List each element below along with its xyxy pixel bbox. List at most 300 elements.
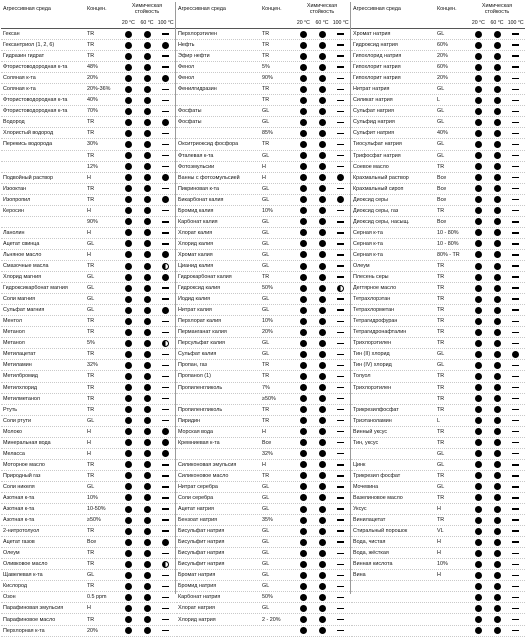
resistance-cell: [119, 84, 138, 94]
resistant-dot: [300, 86, 307, 93]
resistance-cell: [506, 537, 525, 547]
resistance-cell: [294, 592, 313, 602]
resistant-dot: [144, 174, 151, 181]
table-row: [351, 626, 525, 637]
resistant-dot: [494, 185, 501, 192]
resistance-marks: [119, 239, 175, 249]
resistance-cell: [156, 162, 175, 172]
resistant-dot: [494, 417, 501, 424]
resistance-cell: [331, 40, 350, 50]
resistant-dot: [125, 583, 132, 590]
resistance-cell: [331, 405, 350, 415]
resistance-marks: [119, 603, 175, 613]
medium-name: Эфир нефти: [178, 53, 210, 60]
resistant-dot: [475, 108, 482, 115]
table-row: [176, 438, 350, 449]
resistant-dot: [125, 42, 132, 49]
not-resistant-dash: [162, 133, 169, 134]
resistance-cell: [488, 106, 507, 116]
medium-name: Хромат натрия: [353, 31, 391, 38]
resistance-cell: [138, 151, 157, 161]
concentration: 10 - 80%: [437, 229, 459, 236]
resistance-cell: [313, 294, 332, 304]
resistant-dot: [144, 461, 151, 468]
resistance-cell: [119, 371, 138, 381]
concentration: TR: [87, 263, 95, 269]
resistant-dot: [494, 196, 501, 203]
resistance-cell: [313, 615, 332, 625]
concentration: GL: [262, 494, 270, 501]
not-resistant-dash: [337, 586, 344, 587]
resistant-dot: [162, 307, 169, 314]
resistance-marks: [294, 460, 350, 470]
not-resistant-dash: [512, 475, 519, 476]
not-resistant-dash: [337, 420, 344, 421]
resistant-dot: [144, 572, 151, 579]
resistance-cell: [119, 416, 138, 426]
resistance-cell: [156, 173, 175, 183]
resistant-dot: [300, 296, 307, 303]
resistant-dot: [494, 605, 501, 612]
medium-name: Вина: [353, 572, 366, 579]
medium-name: Ланолин: [3, 229, 25, 236]
resistant-dot: [475, 263, 482, 270]
resistance-cell: [156, 106, 175, 116]
concentration: 10%: [437, 561, 448, 568]
resistance-cell: [488, 128, 507, 138]
resistant-dot: [144, 196, 151, 203]
concentration: TR: [87, 561, 95, 568]
resistance-marks: [469, 162, 525, 172]
concentration: TR: [87, 384, 95, 391]
resistant-dot: [300, 627, 307, 634]
concentration: TR: [87, 130, 95, 137]
table-row: [351, 338, 525, 349]
resistance-cell: [313, 40, 332, 50]
concentration: 40%: [437, 130, 448, 137]
resistant-dot: [319, 274, 326, 281]
medium-name: Изооктан: [3, 185, 27, 192]
not-resistant-dash: [162, 619, 169, 620]
resistance-marks: [294, 184, 350, 194]
resistance-cell: [331, 195, 350, 205]
resistance-marks: [469, 51, 525, 61]
medium-name: Трикрезилфосфат: [353, 406, 399, 413]
resistant-dot: [300, 307, 307, 314]
resistance-marks: [294, 62, 350, 72]
column-divider: [175, 2, 176, 594]
resistance-marks: [119, 316, 175, 326]
resistant-dot: [475, 472, 482, 479]
medium-name: Силиконовая эмульсия: [178, 461, 237, 468]
resistance-marks: [294, 316, 350, 326]
medium-name: Метанол: [3, 329, 25, 336]
resistance-marks: [469, 62, 525, 72]
resistance-cell: [313, 493, 332, 503]
resistance-marks: [119, 405, 175, 415]
resistance-cell: [294, 283, 313, 293]
resistant-dot: [319, 506, 326, 513]
resistance-cell: [506, 73, 525, 83]
resistance-marks: [294, 117, 350, 127]
resistance-cell: [488, 73, 507, 83]
concentration: TR: [87, 31, 95, 38]
concentration: GL: [262, 483, 270, 490]
medium-name: Минеральная вода: [3, 439, 51, 446]
resistance-cell: [313, 51, 332, 61]
resistance-cell: [331, 316, 350, 326]
resistance-cell: [331, 29, 350, 39]
resistance-marks: [469, 592, 525, 602]
resistance-cell: [506, 29, 525, 39]
concentration: 80% - TR: [437, 251, 460, 258]
concentration: ≥50%: [262, 395, 276, 402]
table-row: [351, 548, 525, 559]
resistance-cell: [506, 173, 525, 183]
resistant-dot: [475, 251, 482, 258]
resistance-cell: [488, 272, 507, 282]
resistance-cell: [138, 592, 157, 602]
resistance-cell: [313, 482, 332, 492]
resistance-cell: [294, 416, 313, 426]
resistant-dot: [300, 318, 307, 325]
resistant-dot: [494, 550, 501, 557]
table-row: [176, 294, 350, 305]
resistant-dot: [494, 141, 501, 148]
concentration: GL: [262, 296, 270, 303]
resistance-marks: [469, 504, 525, 514]
resistance-cell: [331, 51, 350, 61]
resistant-dot: [494, 439, 501, 446]
medium-name: Диоксид серы, насыщ.: [353, 218, 410, 225]
resistance-cell: [488, 195, 507, 205]
resistance-cell: [469, 239, 488, 249]
not-resistant-dash: [162, 354, 169, 355]
medium-name: Сульфид натрия: [353, 119, 395, 126]
table-row: [351, 184, 525, 195]
not-resistant-dash: [512, 89, 519, 90]
resistance-cell: [313, 371, 332, 381]
not-resistant-dash: [162, 365, 169, 366]
resistance-cell: [488, 394, 507, 404]
not-resistant-dash: [337, 453, 344, 454]
resistant-dot: [300, 528, 307, 535]
medium-name: Озон: [3, 594, 16, 601]
resistance-cell: [488, 261, 507, 271]
concentration: TR: [262, 141, 270, 148]
resistance-cell: [488, 515, 507, 525]
medium-name: Бензоат натрия: [178, 517, 218, 524]
table-row: [1, 383, 175, 394]
resistant-dot: [319, 450, 326, 457]
medium-name: Уксус: [353, 506, 367, 513]
concentration: H: [87, 229, 91, 236]
resistant-dot: [475, 130, 482, 137]
resistance-cell: [294, 526, 313, 536]
resistant-dot: [125, 229, 132, 236]
resistance-marks: [119, 128, 175, 138]
resistant-dot: [144, 605, 151, 612]
not-resistant-dash: [337, 442, 344, 443]
not-resistant-dash: [512, 332, 519, 333]
resistance-marks: [294, 294, 350, 304]
resistant-dot: [494, 75, 501, 82]
concentration: GL: [87, 483, 95, 490]
resistant-dot: [319, 141, 326, 148]
concentration: TR: [437, 163, 445, 170]
resistant-dot: [162, 251, 169, 258]
resistant-dot: [494, 572, 501, 579]
resistance-cell: [313, 283, 332, 293]
resistance-cell: [138, 173, 157, 183]
table-row: [176, 51, 350, 62]
resistance-cell: [313, 73, 332, 83]
resistant-dot: [319, 130, 326, 137]
resistance-cell: [331, 162, 350, 172]
concentration: GL: [262, 539, 270, 546]
resistance-cell: [469, 615, 488, 625]
resistant-dot: [319, 483, 326, 490]
resistance-cell: [331, 526, 350, 536]
resistance-cell: [331, 338, 350, 348]
table-row: [351, 128, 525, 139]
resistant-dot: [300, 274, 307, 281]
resistance-cell: [506, 526, 525, 536]
not-resistant-dash: [337, 254, 344, 255]
resistance-cell: [294, 493, 313, 503]
resistance-cell: [469, 327, 488, 337]
resistance-marks: [469, 559, 525, 569]
resistance-cell: [469, 283, 488, 293]
resistance-marks: [294, 615, 350, 625]
resistance-cell: [156, 394, 175, 404]
resistant-dot: [494, 130, 501, 137]
resistant-dot: [125, 539, 132, 546]
resistant-dot: [300, 572, 307, 579]
resistance-cell: [469, 349, 488, 359]
resistant-dot: [319, 528, 326, 535]
resistant-dot: [475, 417, 482, 424]
concentration: GL: [262, 152, 270, 159]
resistance-cell: [506, 250, 525, 260]
table-row: [1, 394, 175, 405]
resistance-marks: [119, 471, 175, 481]
table-row: [1, 338, 175, 349]
not-resistant-dash: [337, 44, 344, 45]
resistant-dot: [319, 163, 326, 170]
not-resistant-dash: [162, 66, 169, 67]
resistant-dot: [475, 550, 482, 557]
resistance-marks: [119, 349, 175, 359]
not-resistant-dash: [162, 298, 169, 299]
resistance-marks: [294, 206, 350, 216]
resistant-dot: [319, 395, 326, 402]
resistance-cell: [119, 526, 138, 536]
resistance-cell: [331, 327, 350, 337]
resistance-cell: [294, 559, 313, 569]
resistance-cell: [488, 51, 507, 61]
medium-name: Серная к-та: [353, 251, 383, 258]
table-row: [1, 327, 175, 338]
table-row: [176, 139, 350, 150]
not-resistant-dash: [337, 166, 344, 167]
resistance-cell: [119, 272, 138, 282]
resistant-dot: [144, 472, 151, 479]
not-resistant-dash: [512, 55, 519, 56]
medium-name: Соли ртути: [3, 417, 32, 424]
resistance-cell: [119, 305, 138, 315]
table-row: [176, 173, 350, 184]
table-row: [351, 51, 525, 62]
resistant-dot: [475, 627, 482, 634]
resistance-cell: [313, 195, 332, 205]
resistance-marks: [469, 206, 525, 216]
concentration: H: [87, 450, 91, 457]
resistant-dot: [125, 506, 132, 513]
resistant-dot: [475, 362, 482, 369]
resistance-marks: [469, 416, 525, 426]
resistance-cell: [313, 460, 332, 470]
resistance-marks: [294, 438, 350, 448]
medium-name: Оливковое масло: [3, 561, 48, 568]
medium-name: Бисульфат натрия: [178, 550, 225, 557]
medium-name: Ментол: [3, 318, 22, 325]
resistant-dot: [144, 97, 151, 104]
resistance-cell: [138, 581, 157, 591]
medium-name: Тин (IV) хлорид: [353, 362, 392, 369]
medium-name: Триэтаноламин: [353, 417, 392, 424]
resistant-dot: [300, 97, 307, 104]
table-row: [351, 139, 525, 150]
resistance-marks: [469, 29, 525, 39]
resistant-dot: [162, 196, 169, 203]
resistance-cell: [469, 626, 488, 636]
not-resistant-dash: [162, 33, 169, 34]
resistance-marks: [469, 283, 525, 293]
not-resistant-dash: [337, 608, 344, 609]
medium-name: Пропан, газ: [178, 362, 208, 369]
resistance-cell: [138, 360, 157, 370]
resistance-cell: [294, 427, 313, 437]
resistance-cell: [313, 559, 332, 569]
resistance-cell: [469, 416, 488, 426]
resistance-marks: [119, 272, 175, 282]
resistance-cell: [488, 537, 507, 547]
concentration: TR: [87, 616, 95, 623]
resistant-dot: [300, 31, 307, 38]
not-resistant-dash: [162, 332, 169, 333]
resistance-cell: [469, 405, 488, 415]
resistance-cell: [119, 250, 138, 260]
resistance-marks: [469, 427, 525, 437]
resistant-dot: [494, 528, 501, 535]
resistance-cell: [469, 471, 488, 481]
medium-name: Пропанол (1): [178, 373, 211, 380]
resistance-cell: [156, 438, 175, 448]
not-resistant-dash: [162, 155, 169, 156]
medium-name: Тин, уксус: [353, 439, 379, 446]
resistance-marks: [119, 371, 175, 381]
table-row: [1, 537, 175, 548]
resistance-cell: [313, 95, 332, 105]
resistance-marks: [119, 62, 175, 72]
table-row: [176, 117, 350, 128]
resistance-marks: [469, 73, 525, 83]
header-temperatures: [294, 20, 350, 26]
resistant-dot: [494, 616, 501, 623]
resistance-marks: [469, 151, 525, 161]
resistant-dot: [475, 340, 482, 347]
resistant-dot: [512, 351, 519, 358]
not-resistant-dash: [337, 298, 344, 299]
not-resistant-dash: [512, 133, 519, 134]
resistant-dot: [494, 207, 501, 214]
resistant-dot: [319, 373, 326, 380]
resistance-cell: [488, 360, 507, 370]
resistance-cell: [138, 515, 157, 525]
table-row: [1, 526, 175, 537]
resistant-dot: [144, 616, 151, 623]
resistant-dot: [144, 362, 151, 369]
table-row: [1, 570, 175, 581]
table-row: [1, 261, 175, 272]
resistant-dot: [319, 572, 326, 579]
medium-name: Ванны с фотоэмульсией: [178, 174, 240, 181]
concentration: TR: [87, 528, 95, 535]
resistant-dot: [494, 351, 501, 358]
table-row: [351, 394, 525, 405]
resistant-dot: [125, 517, 132, 524]
concentration: TR: [437, 395, 445, 402]
resistance-marks: [119, 139, 175, 149]
table-row: [1, 548, 175, 559]
resistance-marks: [119, 206, 175, 216]
resistance-cell: [331, 272, 350, 282]
resistant-dot: [144, 384, 151, 391]
resistance-cell: [488, 228, 507, 238]
resistant-dot: [319, 318, 326, 325]
resistance-cell: [488, 427, 507, 437]
resistance-marks: [469, 349, 525, 359]
resistance-marks: [294, 73, 350, 83]
resistant-dot: [125, 64, 132, 71]
header-temperature: 100 °C: [507, 20, 524, 26]
resistance-cell: [138, 228, 157, 238]
concentration: GL: [437, 86, 445, 93]
resistance-cell: [138, 206, 157, 216]
resistant-dot: [125, 472, 132, 479]
resistance-marks: [469, 250, 525, 260]
resistant-dot: [144, 163, 151, 170]
not-resistant-dash: [337, 619, 344, 620]
resistance-marks: [294, 195, 350, 205]
resistant-dot: [300, 494, 307, 501]
resistance-cell: [331, 360, 350, 370]
table-row: [1, 117, 175, 128]
resistance-marks: [119, 338, 175, 348]
resistant-dot: [144, 240, 151, 247]
resistant-dot: [125, 31, 132, 38]
resistance-cell: [331, 603, 350, 613]
concentration: GL: [262, 196, 270, 203]
resistant-dot: [475, 528, 482, 535]
resistance-cell: [506, 471, 525, 481]
concentration: Все: [437, 185, 447, 192]
resistance-marks: [119, 416, 175, 426]
resistance-cell: [469, 592, 488, 602]
medium-name: Смазочные масла: [3, 263, 49, 269]
resistance-cell: [469, 371, 488, 381]
